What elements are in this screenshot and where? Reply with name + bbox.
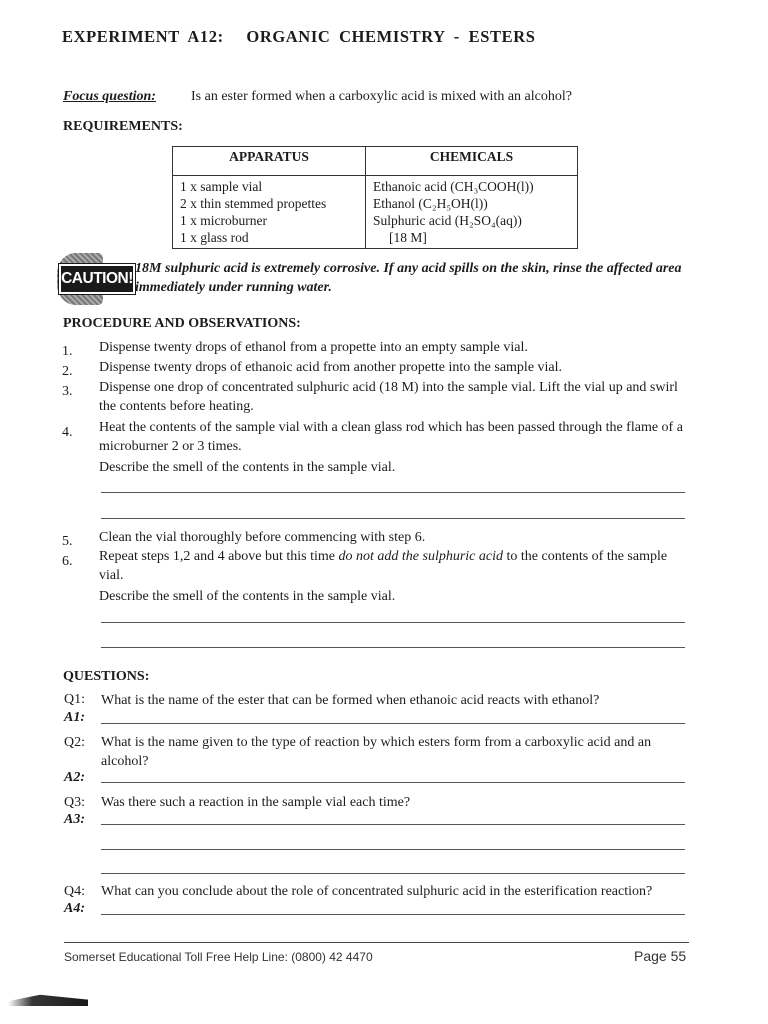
focus-question-text: Is an ester formed when a carboxylic acid is mixed with an alcohol?: [191, 89, 572, 104]
step-text: Clean the vial thoroughly before commencing with step 6.: [99, 530, 426, 545]
step-number: 5.: [62, 534, 73, 549]
describe-prompt: Describe the smell of the contents in the sample vial.: [99, 589, 396, 604]
requirements-heading: REQUIREMENTS:: [63, 119, 183, 134]
apparatus-list: [173, 176, 366, 249]
chemical-ethanoic-acid: Ethanoic acid (CH₃COOH(l)): [373, 179, 534, 194]
focus-question: [63, 89, 572, 105]
answer-line[interactable]: [101, 849, 685, 850]
answer-line[interactable]: [101, 723, 685, 724]
step-number: 6.: [62, 554, 73, 569]
answer-label: A2:: [64, 770, 85, 785]
answer-line[interactable]: [101, 914, 685, 915]
apparatus-item: 1 x glass rod: [180, 230, 249, 245]
apparatus-header: APPARATUS: [173, 147, 366, 176]
step-text: Dispense one drop of concentrated sulphuric acid (18 M) into the sample vial. Lift the vial up and swirl the contents before heating.: [99, 380, 678, 414]
requirements-table: [172, 146, 578, 249]
step-text-emphasis: do not add the sulphuric acid: [338, 549, 504, 564]
step-text: Dispense twenty drops of ethanoic acid from another propette into the sample vial.: [99, 360, 563, 375]
question-label: Q4:: [64, 884, 85, 899]
apparatus-item: 1 x microburner: [180, 213, 267, 228]
question-label: Q1:: [64, 692, 85, 707]
experiment-number: EXPERIMENT A12:: [62, 27, 224, 46]
apparatus-item: 1 x sample vial: [180, 179, 263, 194]
answer-line[interactable]: [101, 782, 685, 783]
question-text: What is the name given to the type of reaction by which esters form from a carboxylic acid and an alcohol?: [101, 735, 652, 769]
apparatus-item: 2 x thin stemmed propettes: [180, 196, 327, 211]
answer-line[interactable]: [101, 824, 685, 825]
step-text: Heat the contents of the sample vial with a clean glass rod which has been passed through the flame of a microburner 2 or 3 times.: [99, 420, 683, 454]
chemicals-list: [366, 176, 578, 249]
step-text-part: to the contents of the sample vial.: [99, 549, 668, 583]
question-text: What can you conclude about the role of concentrated sulphuric acid in the esterification reaction?: [101, 884, 653, 899]
question-label: Q2:: [64, 735, 85, 750]
step-text-part: Repeat steps 1,2 and 4 above but this time: [99, 549, 339, 564]
answer-line: [101, 647, 685, 648]
answer-line: [101, 492, 685, 493]
step-number: 2.: [62, 364, 73, 379]
footer-divider: [64, 942, 689, 943]
step-text: Dispense twenty drops of ethanol from a propette into an empty sample vial.: [99, 340, 528, 355]
question-text: Was there such a reaction in the sample vial each time?: [101, 795, 411, 810]
experiment-topic: ORGANIC CHEMISTRY - ESTERS: [246, 27, 536, 46]
step-text: [99, 547, 691, 585]
describe-prompt: Describe the smell of the contents in the sample vial.: [99, 460, 396, 475]
chemical-sulphuric-acid: Sulphuric acid (H₂SO₄(aq)): [373, 213, 522, 228]
step-number: 4.: [62, 425, 73, 440]
questions-heading: QUESTIONS:: [63, 669, 150, 684]
answer-line[interactable]: [101, 873, 685, 874]
caution-warning-text: 18M sulphuric acid is extremely corrosive. If any acid spills on the skin, rinse the affected area immediately under running water.: [135, 261, 682, 295]
procedure-heading: PROCEDURE AND OBSERVATIONS:: [63, 316, 301, 331]
answer-label: A3:: [64, 812, 85, 827]
chemicals-header: CHEMICALS: [366, 147, 578, 176]
page-title: [62, 27, 535, 47]
page-number: Page 55: [634, 948, 687, 964]
answer-label: A4:: [64, 901, 85, 916]
question-label: Q3:: [64, 795, 85, 810]
chemical-ethanol: Ethanol (C₂H₅OH(l)): [373, 196, 488, 211]
focus-question-label: Focus question:: [63, 89, 156, 104]
answer-line: [101, 518, 685, 519]
chemical-sulphuric-concentration: [18 M]: [389, 230, 427, 245]
question-text: What is the name of the ester that can be formed when ethanoic acid reacts with ethanol?: [101, 693, 600, 708]
step-number: 3.: [62, 384, 73, 399]
step-number: 1.: [62, 344, 73, 359]
scan-smudge: [8, 990, 88, 1006]
caution-icon: CAUTION!: [59, 264, 135, 294]
answer-label: A1:: [64, 710, 85, 725]
answer-line: [101, 622, 685, 623]
footer-helpline: Somerset Educational Toll Free Help Line: (0800) 42 4470: [64, 950, 373, 964]
